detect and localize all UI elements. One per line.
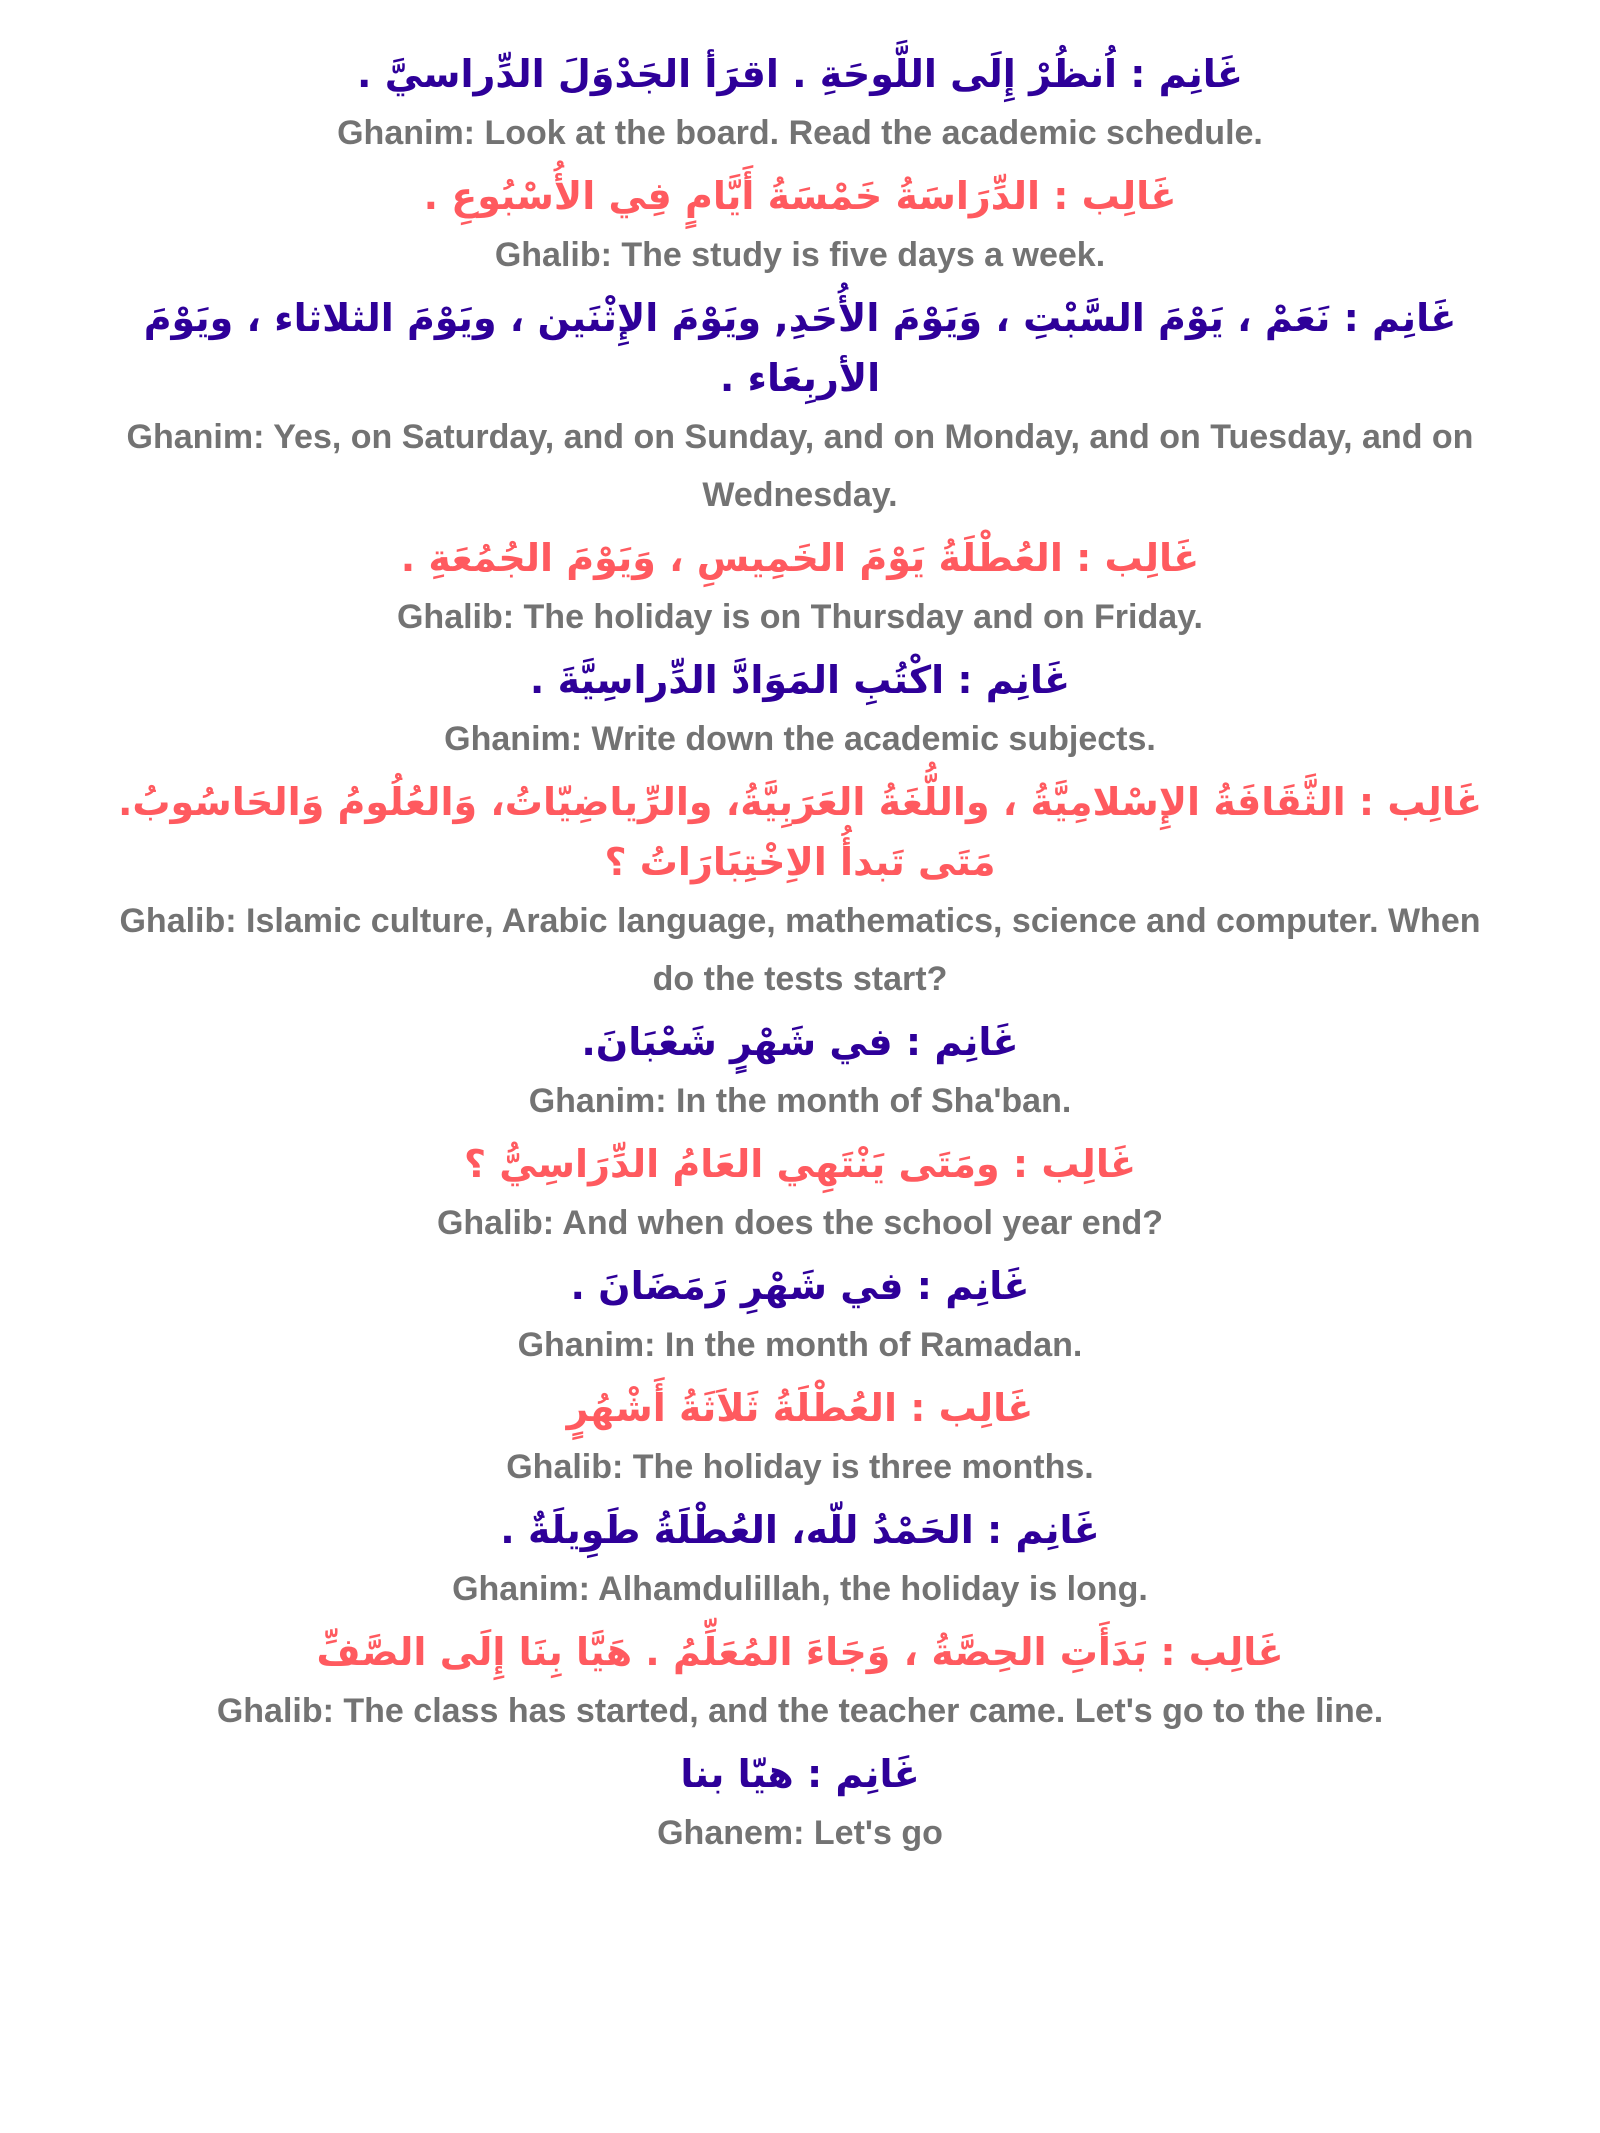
english-translation: Ghalib: The holiday is three months. bbox=[506, 1448, 1094, 1486]
arabic-line-ghalib: غَالِب : الدِّرَاسَةُ خَمْسَةُ أَيَّامٍ فِي الأُسْبُوعِ . bbox=[423, 174, 1177, 218]
arabic-line-ghalib: غَالِب : العُطْلَةُ يَوْمَ الخَمِيسِ ، وَيَوْمَ الجُمُعَةِ . bbox=[400, 536, 1200, 580]
arabic-line-ghanim: غَانِم : الحَمْدُ للّه، العُطْلَةُ طَوِيلَةٌ . bbox=[500, 1508, 1100, 1552]
arabic-line-ghanim: غَانِم : هيّا بنا bbox=[680, 1752, 920, 1796]
arabic-line-ghanim: غَانِم : اكْتُبِ المَوَادَّ الدِّراسِيَّةَ . bbox=[529, 658, 1071, 702]
arabic-line-ghalib: غَالِب : العُطْلَةُ ثَلاَثَةُ أَشْهُرٍ bbox=[566, 1386, 1034, 1430]
arabic-line-ghanim: غَانِم : في شَهْرِ رَمَضَانَ . bbox=[570, 1264, 1030, 1308]
english-translation: Ghanem: Let's go bbox=[657, 1814, 943, 1852]
english-translation: Ghanim: In the month of Sha'ban. bbox=[528, 1082, 1072, 1120]
arabic-line-ghalib: غَالِب : ومَتَى يَنْتَهِي العَامُ الدِّرَاسِيُّ ؟ bbox=[463, 1142, 1137, 1186]
english-translation: Ghalib: Islamic culture, Arabic language, mathematics, science and computer. When do the tests start? bbox=[119, 902, 1481, 998]
english-translation: Ghalib: The holiday is on Thursday and on Friday. bbox=[396, 598, 1203, 636]
arabic-line-ghalib: غَالِب : بَدَأَتِ الحِصَّةُ ، وَجَاءَ المُعَلِّمُ . هَيَّا بِنَا إِلَى الصَّفِّ bbox=[316, 1630, 1284, 1674]
arabic-line-ghalib: غَالِب : الثَّقَافَةُ الإِسْلامِيَّةُ ، واللُّغَةُ العَرَبِيَّةُ، والرِّياضِيّاتُ، وَالعُلُومُ وَالحَاسُوبُ. مَتَى تَبدأُ الاِخْتِبَارَاتُ ؟ bbox=[117, 780, 1483, 884]
arabic-line-ghanim: غَانِم : في شَهْرٍ شَعْبَانَ. bbox=[581, 1020, 1019, 1064]
english-translation: Ghanim: Alhamdulillah, the holiday is long. bbox=[452, 1570, 1148, 1608]
english-translation: Ghanim: Yes, on Saturday, and on Sunday, and on Monday, and on Tuesday, and on Wednesday. bbox=[126, 418, 1474, 514]
arabic-line-ghanim: غَانِم : نَعَمْ ، يَوْمَ السَّبْتِ ، وَيَوْمَ الأُحَدِ, ويَوْمَ الإِثْنَين ، ويَوْمَ الثلاثاء ، ويَوْمَ الأربِعَاء . bbox=[143, 296, 1457, 400]
dialogue-page bbox=[100, 0, 1500, 1862]
english-translation: Ghalib: And when does the school year end? bbox=[436, 1204, 1164, 1242]
english-translation: Ghalib: The class has started, and the teacher came. Let's go to the line. bbox=[216, 1692, 1384, 1730]
english-translation: Ghanim: In the month of Ramadan. bbox=[517, 1326, 1083, 1364]
english-translation: Ghanim: Look at the board. Read the academic schedule. bbox=[337, 114, 1263, 152]
arabic-line-ghanim: غَانِم : اُنظُرْ إِلَى اللَّوحَةِ . اقرَأ الجَدْوَلَ الدِّراسيَّ . bbox=[357, 52, 1243, 96]
english-translation: Ghanim: Write down the academic subjects. bbox=[444, 720, 1156, 758]
english-translation: Ghalib: The study is five days a week. bbox=[494, 236, 1106, 274]
